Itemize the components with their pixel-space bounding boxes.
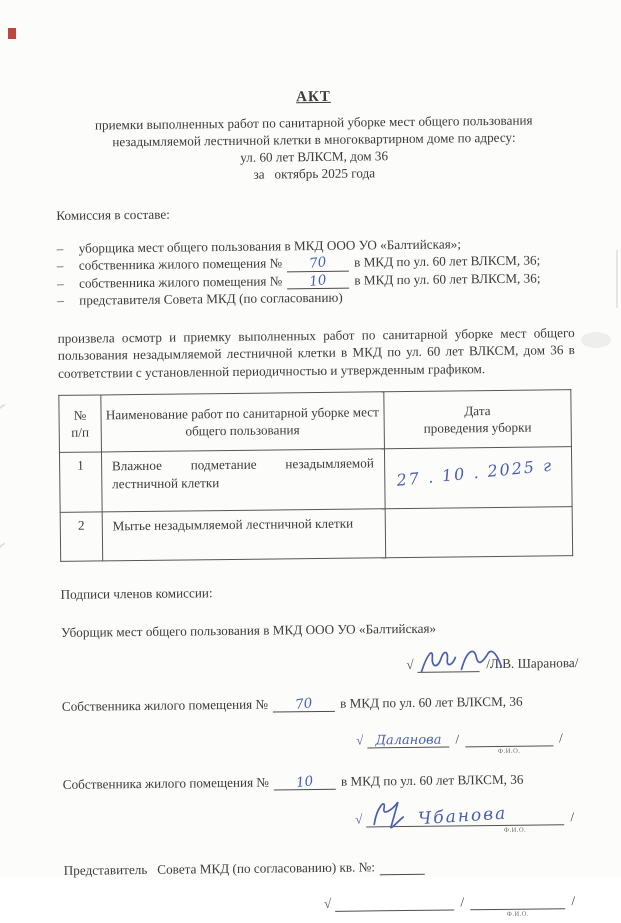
cleaning-date-cell xyxy=(385,507,573,558)
dash-bullet: – xyxy=(56,258,64,274)
signature-line xyxy=(366,803,564,835)
representative-signature-row xyxy=(324,893,581,919)
signature-line xyxy=(417,657,479,674)
label-pre: Собственника жилого помещения № xyxy=(62,774,270,793)
member-text-pre: собственника жилого помещения № xyxy=(78,255,283,274)
checkmark-glyph: √ xyxy=(324,896,332,912)
fio-caption: Ф.И.О. xyxy=(503,827,527,835)
handwritten-name: Чбанова xyxy=(417,803,508,830)
scan-artifact-pencil-arc xyxy=(0,397,29,445)
handwritten-apartment-number: 10 xyxy=(295,773,315,792)
commission-member-text: представителя Совета МКД (по согласованию) xyxy=(79,289,343,308)
checkmark-glyph: √ xyxy=(356,732,364,748)
member-text-post: в МКД по ул. 60 лет ВЛКСМ, 36; xyxy=(354,252,541,270)
fio-blank-line xyxy=(470,894,566,919)
cleaner-signature-row xyxy=(406,655,578,673)
scan-artifact-red-mark xyxy=(8,28,16,39)
label-post: в МКД по ул. 60 лет ВЛКСМ, 36 xyxy=(340,772,524,790)
table-header-date: Дата проведения уборки xyxy=(384,390,572,449)
owner1-signature-label xyxy=(62,692,579,715)
apartment-number-blank xyxy=(274,775,336,791)
signature-line xyxy=(335,895,454,912)
handwritten-apartment-number: 10 xyxy=(308,271,328,290)
handwritten-apartment-number: 70 xyxy=(308,254,328,273)
handwritten-cleaning-date: 27 . 10 . 2025 г xyxy=(395,455,554,491)
table-row xyxy=(59,447,572,513)
cleaning-date-cell xyxy=(384,447,572,509)
dash-bullet: – xyxy=(57,293,64,309)
member-text-post: в МКД по ул. 60 лет ВЛКСМ, 36; xyxy=(354,270,541,288)
label-post: в МКД по ул. 60 лет ВЛКСМ, 36 xyxy=(339,694,523,712)
table-row xyxy=(60,507,573,562)
work-name-cell: Мытье незадымляемой лестничной клетки xyxy=(102,509,386,561)
body-paragraph: произвела осмотр и приемку выполненных работ по санитарной уборке мест общего пользования незадымляемой лестничной клетки в МКД по ул. 60 лет ВЛКСМ, дом 36 в соответствии с установленной периодичностью и утвержденным графиком. xyxy=(57,324,575,381)
scan-artifact-edge-line xyxy=(616,250,618,308)
slash-separator: / xyxy=(460,894,465,910)
fio-caption: Ф.И.О. xyxy=(506,911,530,919)
checkmark-glyph: √ xyxy=(406,657,414,673)
cleaner-signature-label: Уборщик мест общего пользования в МКД ООО УО «Балтийская» xyxy=(60,621,437,641)
label-text: Представитель Совета МКД (по согласованию) кв. №: xyxy=(63,859,376,879)
owner1-signature-row xyxy=(356,730,579,756)
table-header-row xyxy=(59,390,572,453)
table-header-work-name: Наименование работ по санитарной уборке мест общего пользования xyxy=(101,392,385,452)
typed-name: /Л.В. Шаранова/ xyxy=(486,655,579,672)
scan-artifact-pencil-arc xyxy=(0,536,30,582)
address-line: ул. 60 лет ВЛКСМ, дом 36 xyxy=(240,148,389,165)
period-line: за октябрь 2025 года xyxy=(253,165,376,182)
dash-bullet: – xyxy=(56,275,64,291)
document-title: АКТ xyxy=(296,88,331,106)
dash-bullet: – xyxy=(56,240,64,256)
apartment-number-blank xyxy=(380,860,425,876)
commission-intro: Комиссия в составе: xyxy=(56,206,170,223)
slash-separator: / xyxy=(571,893,576,909)
row-number-cell: 1 xyxy=(59,452,101,512)
label-pre: Собственника жилого помещения № xyxy=(61,696,269,715)
owner2-signature-label xyxy=(63,770,580,793)
works-table xyxy=(58,390,573,563)
subtitle-line-1: приемки выполненных работ по санитарной уборке мест общего пользования xyxy=(94,112,533,133)
owner2-signature-row xyxy=(355,803,580,835)
slash-separator: / xyxy=(570,809,575,825)
signature-scribble-icon xyxy=(417,645,503,676)
signature-scribble-icon xyxy=(366,796,414,831)
signatures-heading: Подписи членов комиссии: xyxy=(60,585,213,603)
signature-line xyxy=(367,732,449,749)
representative-signature-label xyxy=(64,856,581,879)
fio-blank-line xyxy=(465,731,553,756)
subtitle-line-2: незадымляемой лестничной клетки в многоквартирном доме по адресу: xyxy=(112,129,516,150)
checkmark-glyph: √ xyxy=(355,811,363,827)
commission-member-text: уборщика мест общего пользования в МКД ООО УО «Балтийская»; xyxy=(78,236,462,256)
apartment-number-blank xyxy=(273,697,335,713)
member-text-pre: собственника жилого помещения № xyxy=(78,273,283,291)
document-header xyxy=(55,85,573,185)
apartment-number-blank xyxy=(287,271,349,290)
handwritten-name: Даланова xyxy=(375,733,442,749)
scan-artifact-smudge xyxy=(581,332,611,348)
commission-list xyxy=(57,234,575,309)
handwritten-apartment-number: 70 xyxy=(294,695,314,714)
slash-separator: / xyxy=(455,731,460,747)
document-content xyxy=(54,0,581,919)
slash-separator: / xyxy=(558,730,563,746)
fio-caption: Ф.И.О. xyxy=(497,748,521,756)
table-header-number: № п/п xyxy=(59,395,101,452)
row-number-cell: 2 xyxy=(60,512,102,561)
work-name-cell: Влажное подметание незадымляемой лестничной клетки xyxy=(101,449,385,512)
